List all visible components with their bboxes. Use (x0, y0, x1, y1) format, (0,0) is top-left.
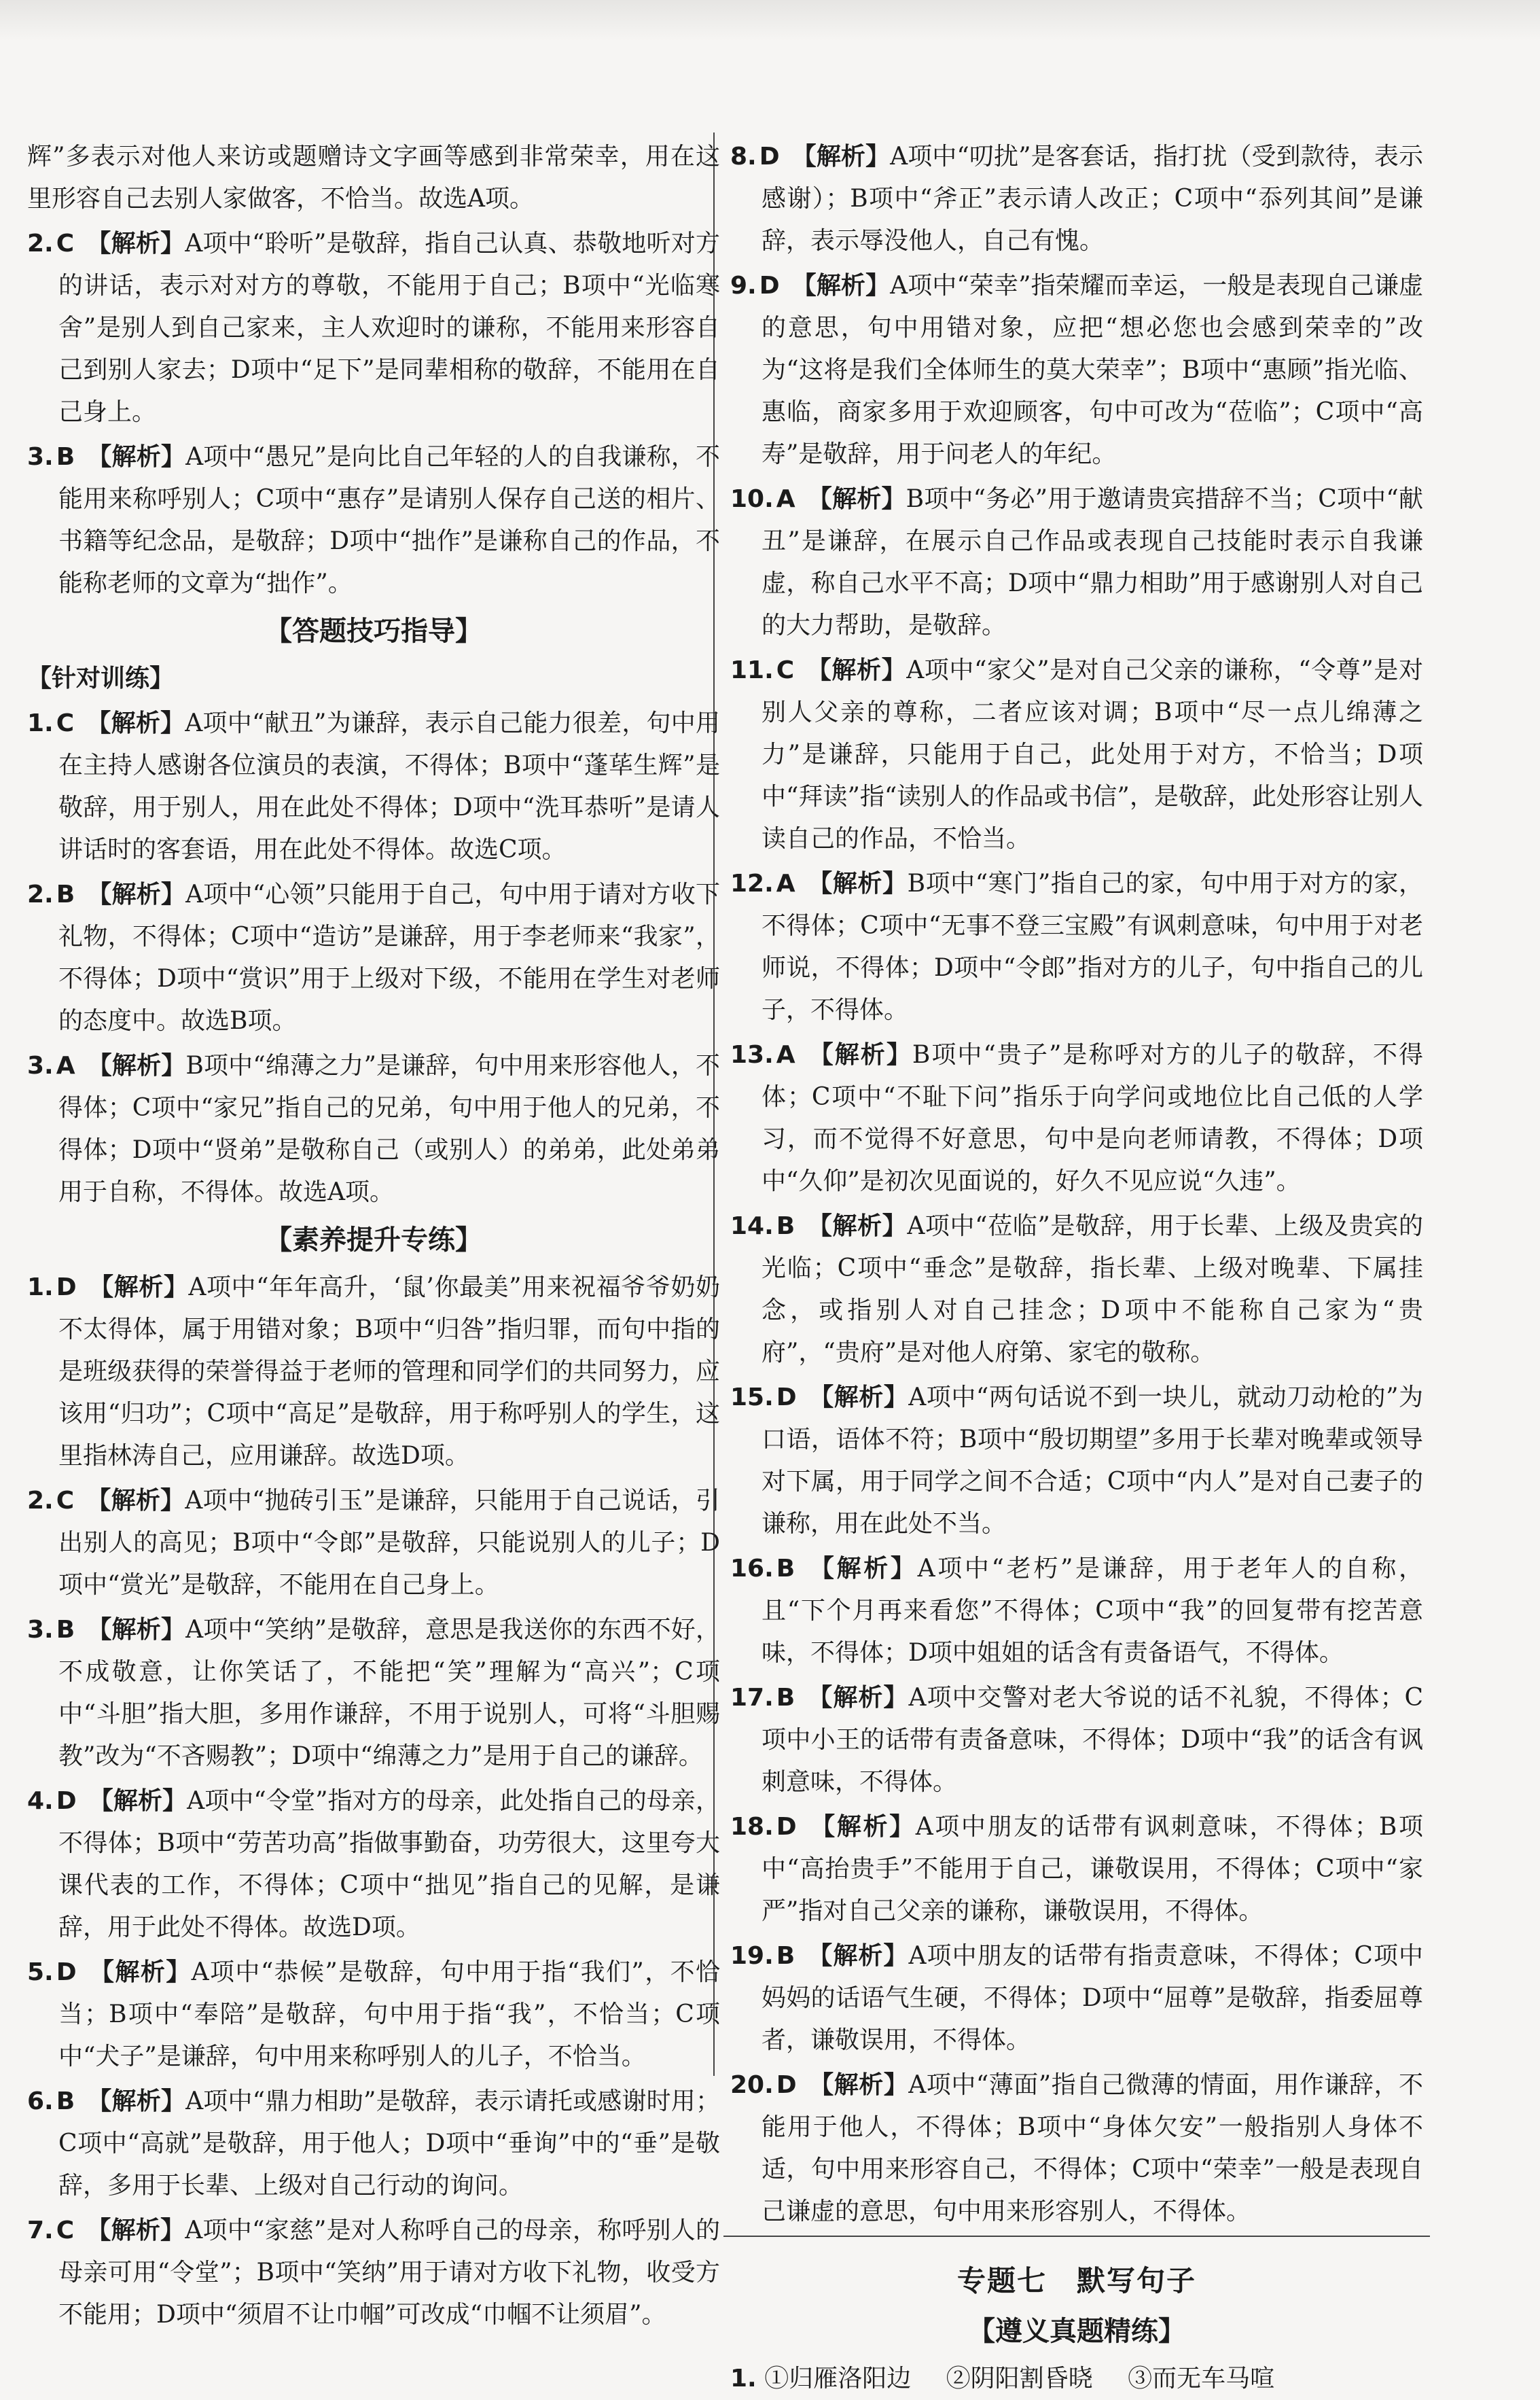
analysis-tag: 【解析】 (808, 2071, 909, 2099)
analysis-text: A项中“聆听”是敬辞，指自己认真、恭敬地听对方的讲话，表示对对方的尊敬，不能用于自己；B项中“光临寒舍”是别人到自己家来，主人欢迎时的谦称，不能用来形容自己到别人家去；D项中“足下”是同辈相称的敬辞，不能用在自己身上。 (58, 230, 720, 426)
section-heading-tips: 【答题技巧指导】 (265, 616, 482, 647)
item-number: 20. (730, 2071, 774, 2099)
answer-item (27, 2081, 720, 2207)
analysis-text: B项中“务必”用于邀请贵宾措辞不当；C项中“献丑”是谦辞，在展示自己作品或表现自己技能时表示自我谦虚，称自己水平不高；D项中“鼎力相助”用于感谢别人对自己的大力帮助，是敬辞。 (762, 485, 1423, 639)
item-number: 3. (27, 1052, 54, 1080)
section-heading-practice: 【素养提升专练】 (265, 1224, 482, 1256)
analysis-tag: 【解析】 (807, 1555, 918, 1583)
answer-item (730, 1548, 1423, 1674)
analysis-tag: 【解析】 (88, 1787, 187, 1815)
analysis-tag: 【解析】 (807, 1212, 908, 1240)
analysis-text: A项中“两句话说不到一块儿，就动刀动枪的”为口语，语体不符；B项中“殷切期望”多用于长辈对晚辈或领导对下属，用于同学之间不合适；C项中“内人”是对自己妻子的谦称，用在此处不当。 (762, 1383, 1423, 1538)
item-number: 19. (730, 1942, 774, 1970)
answer-item (730, 650, 1423, 860)
answer-item (730, 2064, 1423, 2233)
answer-item (27, 1609, 720, 1778)
item-number: 15. (730, 1383, 774, 1411)
analysis-tag: 【解析】 (807, 870, 908, 898)
answer-item (27, 436, 720, 605)
item-number: 1. (27, 709, 54, 737)
item-number: 2. (27, 1487, 54, 1515)
item-number: 7. (27, 2217, 54, 2244)
item-number: 3. (27, 1616, 54, 1644)
item-number: 6. (27, 2087, 54, 2115)
analysis-tag: 【解析】 (87, 443, 186, 471)
analysis-text: B项中“寒门”指自己的家，句中用于对方的家，不得体；C项中“无事不登三宝殿”有讽刺意味，句中用于对老师说，不得体；D项中“令郎”指对方的儿子，句中指自己的儿子，不得体。 (762, 870, 1423, 1024)
answer-letter: C (56, 709, 75, 737)
dictation-answer: ③而无车马喧 (1128, 2365, 1275, 2393)
analysis-tag: 【解析】 (808, 1813, 916, 1841)
answer-letter: A (56, 1052, 75, 1080)
analysis-text: A项中“家慈”是对人称呼自己的母亲，称呼别人的母亲可用“令堂”；B项中“笑纳”用于请对方收下礼物，收受方不能用；D项中“须眉不让巾帼”可改成“巾帼不让须眉”。 (58, 2217, 720, 2329)
answer-item (730, 1677, 1423, 1803)
analysis-text: A项中“抛砖引玉”是谦辞，只能用于自己说话，引出别人的高见；B项中“令郎”是敬辞，只能说别人的儿子；D项中“赏光”是敬辞，不能用在自己身上。 (58, 1487, 720, 1599)
answer-item (730, 265, 1423, 476)
analysis-tag: 【解析】 (87, 1052, 186, 1080)
analysis-text: A项中“莅临”是敬辞，用于长辈、上级及贵宾的光临；C项中“垂念”是敬辞，指长辈、上级对晚辈、下属挂念，或指别人对自己挂念；D项中不能称自己家为“贵府”，“贵府”是对他人府第、家宅的敬称。 (762, 1212, 1423, 1366)
item-number: 8. (730, 143, 757, 171)
answer-item (27, 1267, 720, 1477)
answer-item (27, 1480, 720, 1606)
analysis-tag: 【解析】 (87, 2087, 186, 2115)
answer-letter: D (759, 143, 780, 171)
analysis-text: A项中“年年高升，‘鼠’你最美”用来祝福爷爷奶奶不太得体，属于用错对象；B项中“归咎”指归罪，而句中指的是班级获得的荣誉得益于老师的管理和同学们的共同努力，应该用“归功”；C项中“高足”是敬辞，用于称呼别人的学生，这里指林涛自己，应用谦辞。故选D项。 (58, 1273, 720, 1470)
item-number: 1. (730, 2365, 757, 2393)
item-number: 3. (27, 443, 54, 471)
answer-item (730, 1205, 1423, 1374)
analysis-text: A项中“薄面”指自己微薄的情面，用作谦辞，不能用于他人，不得体；B项中“身体欠安”一般指别人身体不适，句中用来形容自己，不得体；C项中“荣幸”一般是表现自己谦虚的意思，句中用来形容别人，不得体。 (762, 2071, 1423, 2225)
answer-item (730, 478, 1423, 647)
analysis-text: A项中交警对老大爷说的话不礼貌，不得体；C项中小王的话带有责备意味，不得体；D项中“我”的话含有讽刺意味，不得体。 (762, 1684, 1423, 1796)
answer-list-b (27, 703, 720, 1214)
answer-item (730, 863, 1423, 1031)
analysis-tag: 【解析】 (86, 709, 185, 737)
item-number: 11. (730, 656, 774, 684)
item-number: 4. (27, 1787, 54, 1815)
answer-item (27, 1952, 720, 2078)
analysis-text: A项中“老朽”是谦辞，用于老年人的自称，且“下个月再来看您”不得体；C项中“我”的回复带有挖苦意味，不得体；D项中姐姐的话含有责备语气，不得体。 (762, 1555, 1423, 1667)
analysis-text: A项中“荣幸”指荣耀而幸运，一般是表现自己谦虚的意思，句中用错对象，应把“想必您也会感到荣幸的”改为“这将是我们全体师生的莫大荣幸”；B项中“惠顾”指光临、惠临，商家多用于欢迎顾客，句中可改为“莅临”；C项中“高寿”是敬辞，用于问老人的年纪。 (762, 272, 1423, 468)
analysis-text: A项中朋友的话带有指责意味，不得体；C项中妈妈的话语气生硬，不得体；D项中“屈尊”是敬辞，指委屈尊者，谦敬误用，不得体。 (762, 1942, 1423, 2054)
analysis-tag: 【解析】 (86, 230, 185, 258)
answer-item (27, 2210, 720, 2336)
analysis-text: A项中“愚兄”是向比自己年轻的人的自我谦称，不能用来称呼别人；C项中“惠存”是请别人保存自己送的相片、书籍等纪念品，是敬辞；D项中“拙作”是谦称自己的作品，不能称老师的文章为“拙作”。 (58, 443, 720, 597)
answer-letter: B (776, 1942, 795, 1970)
answer-letter: D (776, 1383, 797, 1411)
analysis-tag: 【解析】 (86, 1487, 185, 1515)
answer-item (27, 703, 720, 871)
answer-letter: B (776, 1555, 795, 1583)
analysis-text: A项中“鼎力相助”是敬辞，表示请托或感谢时用；C项中“高就”是敬辞，用于他人；D项中“垂询”中的“垂”是敬辞，多用于长辈、上级对自己行动的询问。 (58, 2087, 720, 2200)
answer-item (27, 1045, 720, 1214)
analysis-tag: 【解析】 (791, 272, 891, 300)
answer-item (730, 1935, 1423, 2062)
analysis-text: A项中“叨扰”是客套话，指打扰（受到款待，表示感谢）；B项中“斧正”表示请人改正；C项中“忝列其间”是谦辞，表示辱没他人，自己有愧。 (762, 143, 1423, 255)
analysis-tag: 【解析】 (807, 485, 906, 513)
answer-letter: A (776, 485, 795, 513)
analysis-text: A项中朋友的话带有讽刺意味，不得体；B项中“高抬贵手”不能用于自己，谦敬误用，不得体；C项中“家严”指对自己父亲的谦称，谦敬误用，不得体。 (762, 1813, 1423, 1925)
item-number: 2. (27, 230, 54, 258)
item-number: 12. (730, 870, 774, 898)
analysis-text: B项中“绵薄之力”是谦辞，句中用来形容他人，不得体；C项中“家兄”指自己的兄弟，句中用于他人的兄弟，不得体；D项中“贤弟”是敬称自己（或别人）的弟弟，此处弟弟用于自称，不得体。故选A项。 (58, 1052, 720, 1206)
subheading-training: 【针对训练】 (27, 665, 175, 692)
analysis-text: A项中“心领”只能用于自己，句中用于请对方收下礼物，不得体；C项中“造访”是谦辞，用于李老师来“我家”，不得体；D项中“赏识”用于上级对下级，不能用在学生对老师的态度中。故选B项。 (58, 881, 720, 1035)
chapter-rule (723, 2236, 1430, 2237)
answer-letter: B (56, 881, 75, 908)
analysis-tag: 【解析】 (791, 143, 891, 171)
analysis-tag: 【解析】 (86, 2217, 185, 2244)
answer-list-c (27, 1267, 720, 2336)
answer-letter: B (56, 1616, 75, 1644)
answer-letter: C (776, 656, 795, 684)
item-number: 10. (730, 485, 774, 513)
analysis-tag: 【解析】 (87, 881, 186, 908)
item-number: 9. (730, 272, 757, 300)
answer-letter: C (56, 230, 75, 258)
answer-letter: A (776, 1041, 795, 1069)
page-top-shade (0, 0, 1540, 41)
answer-item (730, 136, 1423, 262)
dictation-answers (730, 2358, 1423, 2400)
answer-letter: D (56, 1787, 77, 1815)
intro-paragraph: 辉”多表示对他人来访或题赠诗文字画等感到非常荣幸，用在这里形容自己去别人家做客，不恰当。故选A项。 (27, 143, 720, 213)
answer-letter: B (56, 2087, 75, 2115)
item-number: 2. (27, 881, 54, 908)
item-number: 14. (730, 1212, 774, 1240)
chapter-title: 专题七 默写句子 (956, 2264, 1196, 2297)
analysis-tag: 【解析】 (807, 1942, 909, 1970)
analysis-text: A项中“笑纳”是敬辞，意思是我送你的东西不好，不成敬意，让你笑话了，不能把“笑”理解为“高兴”；C项中“斗胆”指大胆，多用作谦辞，不用于说别人，可将“斗胆赐教”改为“不吝赐教”；D项中“绵薄之力”是用于自己的谦辞。 (58, 1616, 720, 1770)
analysis-tag: 【解析】 (87, 1616, 186, 1644)
dictation-answer: ②阴阳割昏晓 (946, 2365, 1093, 2393)
answer-letter: B (776, 1212, 795, 1240)
answer-letter: D (776, 1813, 797, 1841)
section-heading-zunyi: 【遵义真题精练】 (968, 2316, 1185, 2347)
item-number: 16. (730, 1555, 774, 1583)
analysis-text: A项中“家父”是对自己父亲的谦称，“令尊”是对别人父亲的尊称，二者应该对调；B项中“尽一点儿绵薄之力”是谦辞，只能用于自己，此处用于对方，不恰当；D项中“拜读”指“读别人的作品或书信”，是敬辞，此处形容让别人读自己的作品，不恰当。 (762, 656, 1423, 853)
answer-item (730, 1034, 1423, 1203)
item-number: 5. (27, 1958, 54, 1986)
answer-item (27, 1780, 720, 1949)
analysis-text: B项中“贵子”是称呼对方的儿子的敬辞，不得体；C项中“不耻下问”指乐于向学问或地位比自己低的人学习，而不觉得不好意思，句中是向老师请教，不得体；D项中“久仰”是初次见面说的，好久不见应说“久违”。 (762, 1041, 1423, 1195)
answer-letter: B (776, 1684, 795, 1712)
dictation-answer: ①归雁洛阳边 (764, 2365, 912, 2393)
answer-letter: D (759, 272, 780, 300)
answer-letter: C (56, 1487, 75, 1515)
item-number: 17. (730, 1684, 774, 1712)
answer-list-right (730, 136, 1423, 2233)
analysis-tag: 【解析】 (88, 1273, 189, 1301)
answer-list-a (27, 223, 720, 605)
analysis-text: A项中“恭候”是敬辞，句中用于指“我们”，不恰当；B项中“奉陪”是敬辞，句中用于指“我”，不恰当；C项中“犬子”是谦辞，句中用来称呼别人的儿子，不恰当。 (58, 1958, 720, 2070)
analysis-tag: 【解析】 (807, 1041, 912, 1069)
answer-letter: D (776, 2071, 797, 2099)
analysis-tag: 【解析】 (806, 656, 907, 684)
answer-item (730, 1806, 1423, 1933)
analysis-text: A项中“令堂”指对方的母亲，此处指自己的母亲，不得体；B项中“劳苦功高”指做事勤奋，功劳很大，这里夸大课代表的工作，不得体；C项中“拙见”指自己的见解，是谦辞，用于此处不得体。故选D项。 (58, 1787, 720, 1941)
answer-letter: D (56, 1958, 77, 1986)
analysis-tag: 【解析】 (807, 1684, 909, 1712)
item-number: 18. (730, 1813, 774, 1841)
answer-item (27, 874, 720, 1042)
analysis-text: A项中“献丑”为谦辞，表示自己能力很差，句中用在主持人感谢各位演员的表演，不得体；B项中“蓬荜生辉”是敬辞，用于别人，用在此处不得体；D项中“洗耳恭听”是请人讲话时的客套语，用在此处不得体。故选C项。 (58, 709, 720, 864)
answer-letter: D (56, 1273, 77, 1301)
answer-letter: A (776, 870, 795, 898)
right-column (730, 136, 1423, 2400)
answer-item (730, 1377, 1423, 1545)
answer-letter: C (56, 2217, 75, 2244)
item-number: 1. (27, 1273, 54, 1301)
item-number: 13. (730, 1041, 774, 1069)
analysis-tag: 【解析】 (808, 1383, 909, 1411)
answer-item (27, 223, 720, 434)
analysis-tag: 【解析】 (88, 1958, 192, 1986)
left-column (27, 136, 720, 2339)
answer-letter: B (56, 443, 75, 471)
